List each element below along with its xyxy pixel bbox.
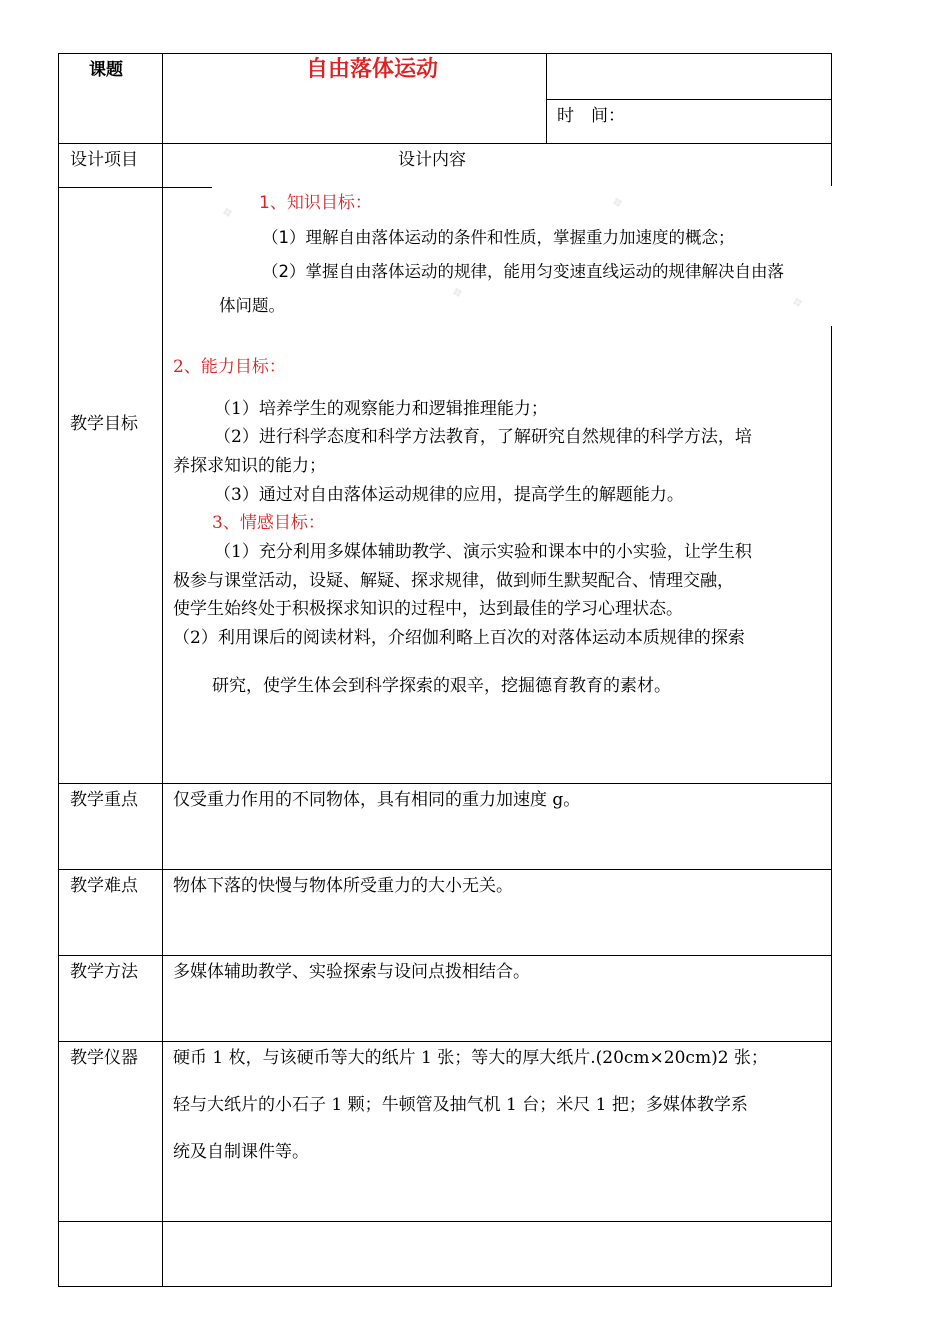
difficulty-row-divider [58,955,832,956]
watermark-icon: ❖ [610,194,626,213]
equipment-line-3: 统及自制课件等。 [173,1142,309,1162]
key-point-label: 教学重点 [70,790,138,810]
emotion-goal-item-2-line-2: 研究，使学生体会到科学探索的艰辛，挖掘德育教育的素材。 [212,676,671,696]
emotion-goal-heading: 3、情感目标： [212,513,325,533]
method-row-divider [58,1041,832,1042]
ability-goal-item-1: （1）培养学生的观察能力和逻辑推理能力； [214,399,548,419]
equipment-line-1: 硬币 1 枚，与该硬币等大的纸片 1 张；等大的厚大纸片.(20cm×20cm)2 张； [173,1048,768,1068]
watermark-icon: ❖ [220,204,236,223]
emotion-goal-item-1-line-2: 极参与课堂活动，设疑、解疑、探求规律，做到师生默契配合、情理交融， [173,571,734,591]
table-border-bottom [58,1286,832,1287]
page-title: 自由落体运动 [306,57,439,82]
difficulty-label: 教学难点 [70,876,138,896]
ability-goal-heading: 2、能力目标： [173,357,286,377]
watermark-icon: ❖ [790,294,806,313]
equipment-line-2: 轻与大纸片的小石子 1 颗；牛顿管及抽气机 1 台；米尺 1 把；多媒体教学系 [173,1095,748,1115]
equipment-row-divider [58,1221,832,1222]
time-row-divider [546,99,832,100]
difficulty-text: 物体下落的快慢与物体所受重力的大小无关。 [173,876,513,896]
knowledge-goal-item-1: （1）理解自由落体运动的条件和性质，掌握重力加速度的概念； [262,228,735,247]
method-label: 教学方法 [70,962,138,982]
emotion-goal-item-1-line-1: （1）充分利用多媒体辅助教学、演示实验和课本中的小实验，让学生积 [214,542,752,562]
knowledge-goal-heading: 1、知识目标： [259,193,372,213]
emotion-goal-item-1-line-3: 使学生始终处于积极探求知识的过程中，达到最佳的学习心理状态。 [173,599,683,619]
ability-goal-item-2-line-2: 养探求知识的能力； [173,456,326,476]
design-item-header: 设计项目 [70,150,138,170]
ability-goal-item-3: （3）通过对自由落体运动规律的应用，提高学生的解题能力。 [214,485,684,505]
key-point-text: 仅受重力作用的不同物体，具有相同的重力加速度 g。 [173,790,581,810]
time-label: 时 间： [557,106,625,126]
ability-goal-item-2-line-1: （2）进行科学态度和科学方法教育，了解研究自然规律的科学方法，培 [214,427,752,447]
method-text: 多媒体辅助教学、实验探索与设问点拨相结合。 [173,962,530,982]
column-divider [162,53,163,1287]
knowledge-goal-item-2-line-2: 体问题。 [219,296,285,315]
key-point-row-divider [58,869,832,870]
watermark-icon: ❖ [450,284,466,303]
goals-row-divider [58,783,832,784]
table-border-top [58,53,832,54]
teaching-goals-label: 教学目标 [70,414,138,434]
equipment-label: 教学仪器 [70,1048,138,1068]
header-row-divider [58,143,832,144]
table-border-left [58,53,59,1287]
emotion-goal-item-2-line-1: （2）利用课后的阅读材料，介绍伽利略上百次的对落体运动本质规律的探索 [173,628,745,648]
knowledge-goal-item-2-line-1: （2）掌握自由落体运动的规律，能用匀变速直线运动的规律解决自由落 [262,262,784,281]
topic-label: 课题 [89,60,123,80]
column-header-divider [58,187,212,188]
design-content-header: 设计内容 [398,150,466,170]
title-time-divider [546,53,547,144]
